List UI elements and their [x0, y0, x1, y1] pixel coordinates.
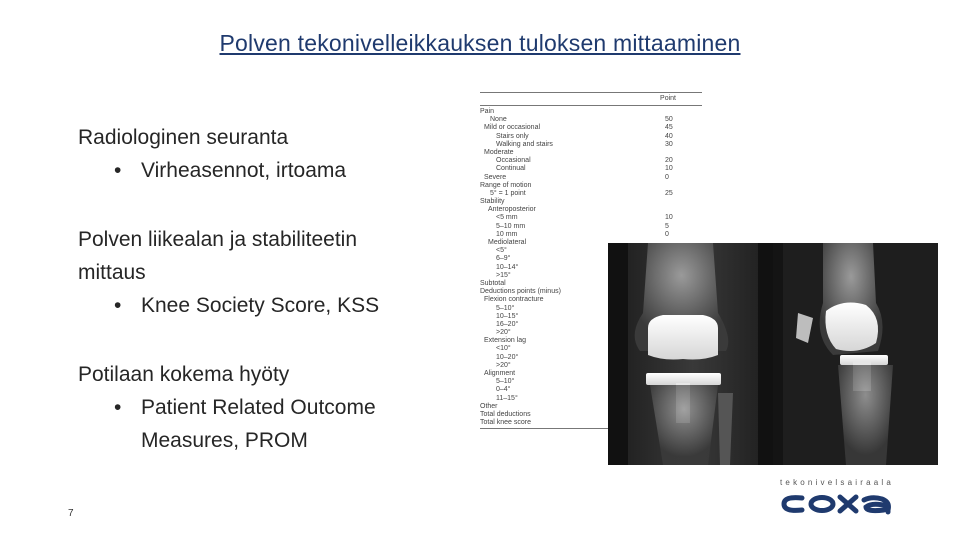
row-label: Moderate — [484, 148, 514, 156]
row-label: <10° — [496, 345, 511, 353]
row-label: Subtotal — [480, 279, 506, 287]
row-label: Severe — [484, 173, 507, 181]
table-row — [480, 190, 702, 198]
table-row — [480, 165, 702, 173]
section-heading: Radiologinen seuranta — [78, 126, 289, 149]
row-label: Other — [480, 402, 498, 410]
row-label: >20° — [496, 329, 511, 337]
bullet-text: Measures, PROM — [141, 429, 308, 452]
row-label: 6–9° — [496, 255, 511, 263]
row-points: 40 — [665, 132, 673, 140]
coxa-logo — [780, 478, 900, 518]
bullet-item — [78, 391, 376, 457]
row-points: 0 — [665, 173, 669, 181]
row-points: 0 — [665, 230, 669, 238]
section-heading: Potilaan kokema hyöty — [78, 363, 290, 386]
row-label: None — [490, 116, 507, 124]
table-header — [480, 92, 702, 106]
bullet-item — [78, 289, 379, 322]
table-row — [480, 124, 702, 132]
row-label: Walking and stairs — [496, 140, 553, 148]
section-heading-line: Polven liikealan ja stabiliteetin — [78, 228, 357, 251]
table-row — [480, 182, 702, 190]
row-points: 50 — [665, 116, 673, 124]
row-label: 0–4° — [496, 386, 511, 394]
table-row — [480, 157, 702, 165]
row-points: 10 — [665, 214, 673, 222]
row-label: <5 mm — [496, 214, 518, 222]
row-label: Deductions points (minus) — [480, 288, 561, 296]
bullet-icon: • — [114, 396, 122, 419]
table-row — [480, 149, 702, 157]
logo-wordmark — [780, 492, 900, 516]
row-points: 25 — [665, 189, 673, 197]
row-label: 5° = 1 point — [490, 189, 526, 197]
row-points: 45 — [665, 124, 673, 132]
femoral-component-ap — [648, 315, 718, 360]
row-label: Total knee score — [480, 419, 531, 427]
table-row — [480, 206, 702, 214]
table-row — [480, 223, 702, 231]
table-row — [480, 198, 702, 206]
row-label: 10–20° — [496, 353, 519, 361]
table-row — [480, 133, 702, 141]
row-label: 16–20° — [496, 320, 519, 328]
table-row — [480, 231, 702, 239]
knee-xray-image — [608, 243, 938, 465]
row-label: Pain — [480, 108, 495, 115]
section-range-of-motion — [78, 223, 379, 322]
row-label: Occasional — [496, 157, 531, 165]
row-label: 5–10 mm — [496, 222, 526, 230]
table-row — [480, 141, 702, 149]
row-label: >20° — [496, 361, 511, 369]
row-label: Continual — [496, 165, 526, 173]
row-points: 20 — [665, 157, 673, 165]
row-label: Extension lag — [484, 337, 527, 345]
row-points: 10 — [665, 165, 673, 173]
bullet-text: Virheasennot, irtoama — [141, 159, 347, 182]
row-label: Mild or occasional — [484, 124, 541, 132]
femoral-component-lateral — [825, 303, 878, 351]
table-row — [480, 116, 702, 124]
row-label: 5–10° — [496, 304, 515, 312]
row-label: Total deductions — [480, 410, 531, 418]
slide-title: Polven tekonivelleikkauksen tuloksen mittaaminen — [219, 30, 741, 56]
section-heading-line: mittaus — [78, 261, 146, 284]
row-label: Flexion contracture — [484, 296, 544, 304]
row-label: Stability — [480, 198, 505, 206]
row-label: 10 mm — [496, 230, 518, 238]
tibia-lateral — [838, 365, 893, 465]
points-column-header: Point — [660, 95, 676, 102]
row-label: 5–10° — [496, 378, 515, 386]
row-label: 11–15° — [496, 394, 518, 402]
row-label: <5° — [496, 247, 507, 255]
row-label: Anteroposterior — [488, 206, 536, 214]
bullet-text: Knee Society Score, KSS — [141, 294, 380, 317]
bullet-icon: • — [114, 159, 122, 182]
xray-drawing — [608, 243, 938, 465]
row-label: Range of motion — [480, 181, 532, 189]
logo-tagline: tekonivelsairaala — [780, 478, 894, 487]
row-label: Stairs only — [496, 132, 529, 140]
bullet-item — [78, 154, 346, 187]
row-label: Alignment — [484, 370, 516, 377]
row-points: 5 — [665, 222, 669, 230]
page-number: 7 — [68, 508, 74, 519]
row-label: 10–14° — [496, 263, 519, 271]
table-row — [480, 214, 702, 222]
row-label: Mediolateral — [488, 239, 527, 246]
row-label: >15° — [496, 271, 511, 279]
table-row — [480, 174, 702, 182]
row-points: 30 — [665, 140, 673, 148]
bullet-icon: • — [114, 294, 122, 317]
section-patient-benefit — [78, 358, 376, 457]
row-label: 10–15° — [496, 312, 519, 320]
bullet-text: Patient Related Outcome — [141, 396, 376, 419]
section-radiologic — [78, 121, 346, 187]
table-row — [480, 108, 702, 116]
